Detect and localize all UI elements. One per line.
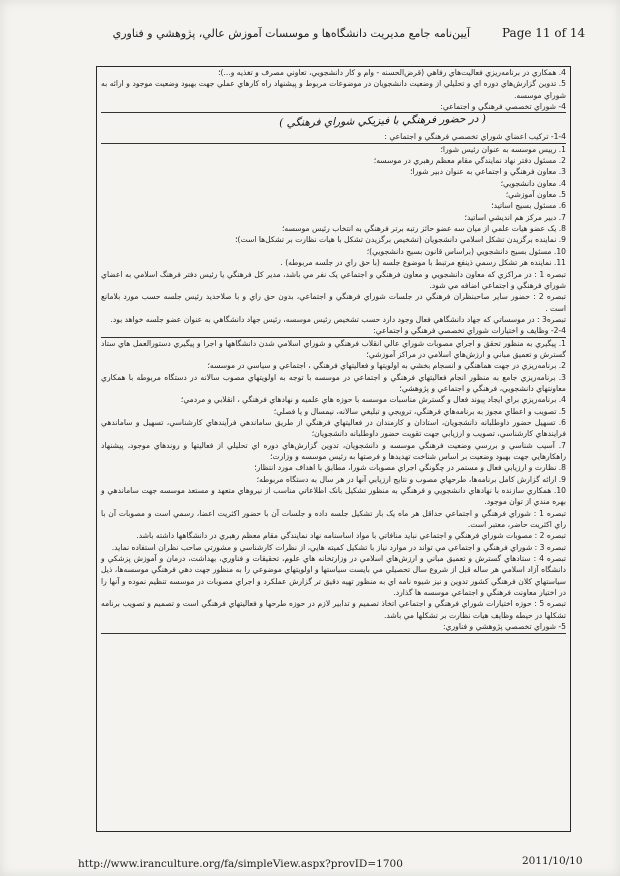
- list-item: 4. برنامه‌ريزي براي ايجاد پيوند فعال و گسترش مناسبات موسسه با حوزه هاي علميه و نهادهاي فرهنگي ، انقلابي و مردمي؛: [180, 395, 566, 405]
- list-item: 8. نظارت و ارزيابي فعال و مستمر در چگونگي اجراي مصوبات شورا، مطابق با اهداف مورد انتظار؛: [254, 463, 566, 473]
- list-item: 4. معاون دانشجويي؛: [500, 178, 566, 188]
- list-item: 1. پيگيري به منظور تحقق و اجراي مصوبات شوراي عالي انقلاب فرهنگي و شوراي اسلامي شدن دانشگاهها و اجرا و پيگيري دستورالعمل هاي ستاد گسترش و تعميق مباني و ارزش‌هاي اسلامي در مراکز آموزشي؛: [101, 338, 566, 359]
- section-heading-cultural-council: 4- شوراي تخصصي فرهنگي و اجتماعي:: [101, 101, 566, 113]
- list-item: 1. رييس موسسه به عنوان رئيس شورا؛: [440, 144, 566, 154]
- list-item: 4. همکاري در برنامه‌ريزي فعاليت‌هاي رفاهي (قرض‌الحسنه - وام و کار دانشجويي، تعاوني مصرف و تغذيه و...)؛: [218, 68, 566, 77]
- document-title: آيين‌نامه جامع مديريت دانشگاه‌ها و موسسات آموزش عالي، پژوهشي و فناوري: [112, 27, 470, 40]
- note-paragraph: تبصره 2 : مصوبات شوراي فرهنگي و اجتماعي نبايد منافاتي با مواد اساسنامه نهاد نمايندگي مقام معظم رهبري در دانشگاهها داشته باشد.: [136, 531, 566, 541]
- list-item: 2. برنامه‌ريزي در جهت هماهنگي و انسجام بخشي به اولويتها و فعاليتهاي فرهنگي ، اجتماعي و سياسي در موسسه؛: [207, 361, 566, 371]
- list-item: 9. ارائه گزارش کامل برنامه‌ها، طرحهاي مصوب و نتايج ارزيابي آنها در هر سال به دستگاه مربوطه؛: [256, 474, 566, 484]
- note-paragraph: تبصره 1 : شوراي فرهنگي و اجتماعي حداقل هر ماه يک بار تشکيل جلسه داده و جلسات آن با حضور اکثريت اعضا، رسمي است و مصوبات آن با راي اکثريت حاضر، معتبر است.: [101, 508, 566, 530]
- list-item: 11. نماينده هر تشکل رسمي ذينفع مرتبط با موضوع جلسه (با حق راي در جلسه مربوطه) .: [280, 258, 566, 268]
- note-paragraph: تبصره 4 : ستادهاي گسترش و تعميق مباني و ارزش‌هاي اسلامي در وزارتخانه هاي علوم، تحقيقات و فناوري، بهداشت، درمان و آموزش پزشکي و دانشگاه آزاد اسلامي هر ساله قبل از شروع سال تحصيلي مي بايست سياستها و اولويتهاي موضوعي را به منظور جهت دهي فرهنگي موسسه‌ها، ذيل سياستهاي کلان فرهنگي کشور تدوين و نيز شيوه نامه اي به منظور تهيه دقيق تر گزارش عملکرد و اجراي مصوبات در موسسه تنظيم نموده و آنها را در اختيار معاونت فرهنگي و اجتماعي موسسه ها گذارد.: [101, 554, 566, 598]
- print-date: 2011/10/10: [522, 855, 583, 867]
- list-item: 5. تدوين گزارش‌هاي دوره اي و تحليلي از وضعيت دانشجويان در موضوعات مربوط و پيشنهاد راه کارهاي عملي جهت بهبود وضعيت موجود و ارائه به شوراي موسسه.: [101, 79, 566, 100]
- document-body: [101, 67, 566, 634]
- page-number-label: Page 11 of 14: [502, 26, 586, 40]
- source-url-link[interactable]: http://www.iranculture.org/fa/simpleView.aspx?provID=1700: [78, 858, 403, 870]
- section-heading-research-council: 5- شوراي تخصصي پژوهشي و فناوري:: [101, 621, 566, 633]
- list-item: 3. برنامه‌ريزي جامع به منظور انجام فعاليتهاي فرهنگي و اجتماعي در موسسه با توجه به اولويتهاي مصوب سالانه در دستگاه مربوطه با همکاري معاونتهاي دانشجويي، فرهنگي و اجتماعي و پژوهشي؛: [101, 372, 566, 393]
- list-item: 7. آسيب شناسي و بررسي وضعيت فرهنگي موسسه و دانشجويان، تدوين گزارش‌هاي دوره اي تحليلي از فعاليتها و روندهاي موجود، پيشنهاد راهکارهايي جهت بهبود وضعيت بر اساس شناخت تهديدها و فرصتها به رئيس موسسه و وزارت؛: [101, 440, 566, 461]
- list-item: 5. معاون آموزشي؛: [505, 190, 566, 200]
- list-item: 3. معاون فرهنگي و اجتماعي به عنوان دبير شورا؛: [410, 167, 566, 177]
- note-paragraph: تبصره 5 : حوزه اختيارات شوراي فرهنگي و اجتماعي اتخاذ تصميم و تدابير لازم در حوزه طرحها و فعاليتهاي فرهنگي است و تصميم و تصويب برنامه تشکلها در حيطه وظايف هيات نظارت بر تشکلها مي باشد.: [101, 599, 566, 620]
- list-item: 6. مسئول بسيج اساتيد؛: [491, 201, 566, 211]
- handwritten-annotation: ( در حضور فرهنگي با فيزيکي شوراي فرهنگي ): [279, 113, 487, 130]
- list-item: 10. همکاري سازنده با نهادهاي دانشجويي و فرهنگي به منظور تشکيل بانک اطلاعاتي مناسب از نيروهاي متعهد و مستعد موسسه جهت ساماندهي و بهره مندي از توان موجود.: [101, 486, 566, 507]
- note-paragraph: تبصره 2 : حضور ساير صاحبنظران فرهنگي در جلسات شوراي فرهنگي و اجتماعي، بدون حق راي و با صلاحديد رئيس جلسه حسب مورد بلامانع است .: [101, 292, 567, 313]
- list-item: 8. يک عضو هيات علمي از ميان سه عضو حائز رتبه برتر فرهنگي به انتخاب رئيس موسسه؛: [282, 224, 566, 234]
- page-header: [0, 26, 620, 50]
- note-paragraph: تبصره 3 : شوراي فرهنگي و اجتماعي مي تواند در موارد نياز با تشکيل کميته هايي، از نظرات کارشناسي و مشورتي صاحب نظران استفاده نمايد.: [111, 542, 566, 552]
- list-item: 6. تسهيل حضور داوطلبانه دانشجويان، استادان و کارمندان در فعاليتهاي فرهنگي از طريق ساماندهي فرآيندهاي کارشناسي، تسهيل و ساماندهي فرايندهاي کارشناسي، تصويب و ارزيابي جهت تقويت حضور داوطلبانه دانشجويان؛: [101, 417, 566, 439]
- list-item: 2. مسئول دفتر نهاد نمايندگي مقام معظم رهبري در موسسه؛: [373, 156, 566, 166]
- document-frame: [96, 66, 571, 832]
- list-item: 7. دبير مرکز هم انديشي اساتيد؛: [464, 212, 566, 222]
- list-item: 10. مسئول بسيج دانشجويي (براساس قانون بسيج دانشجويي)؛: [366, 246, 566, 256]
- subsection-heading-composition: 1-4- ترکيب اعضاي شوراي تخصصي فرهنگي و اجتماعي :: [101, 131, 566, 143]
- list-item: 5. تصويب و اعطاي مجوز به برنامه‌هاي فرهنگي، ترويجي و تبليغي سالانه، نيمسال و يا فصلي؛: [273, 406, 566, 416]
- note-paragraph: تبصره 1 : در مراکزي که معاون دانشجويي و معاون فرهنگي و اجتماعي يک نفر مي باشد، مدير کل فرهنگي يا رئيس دفتر فرهنگ اسلامي به اعضاي شوراي فرهنگي و اجتماعي اضافه مي شود.: [101, 269, 566, 290]
- subsection-heading-duties: 2-4- وظايف و اختيارات شوراي تخصصي فرهنگي و اجتماعي:: [101, 325, 566, 337]
- list-item: 9. نماينده برگزيدن تشکل اسلامي دانشجويان (تشخيص برگزيدن تشکل با هيات نظارت بر تشکل‌ها است)؛: [235, 235, 566, 245]
- note-paragraph: تبصره3 : در موسساتي که جهاد دانشگاهي فعال وجود دارد حسب تشخيص رئيس موسسه، رئيس جهاد دانشگاهي به عنوان عضو جلسه خواهد بود.: [110, 314, 566, 324]
